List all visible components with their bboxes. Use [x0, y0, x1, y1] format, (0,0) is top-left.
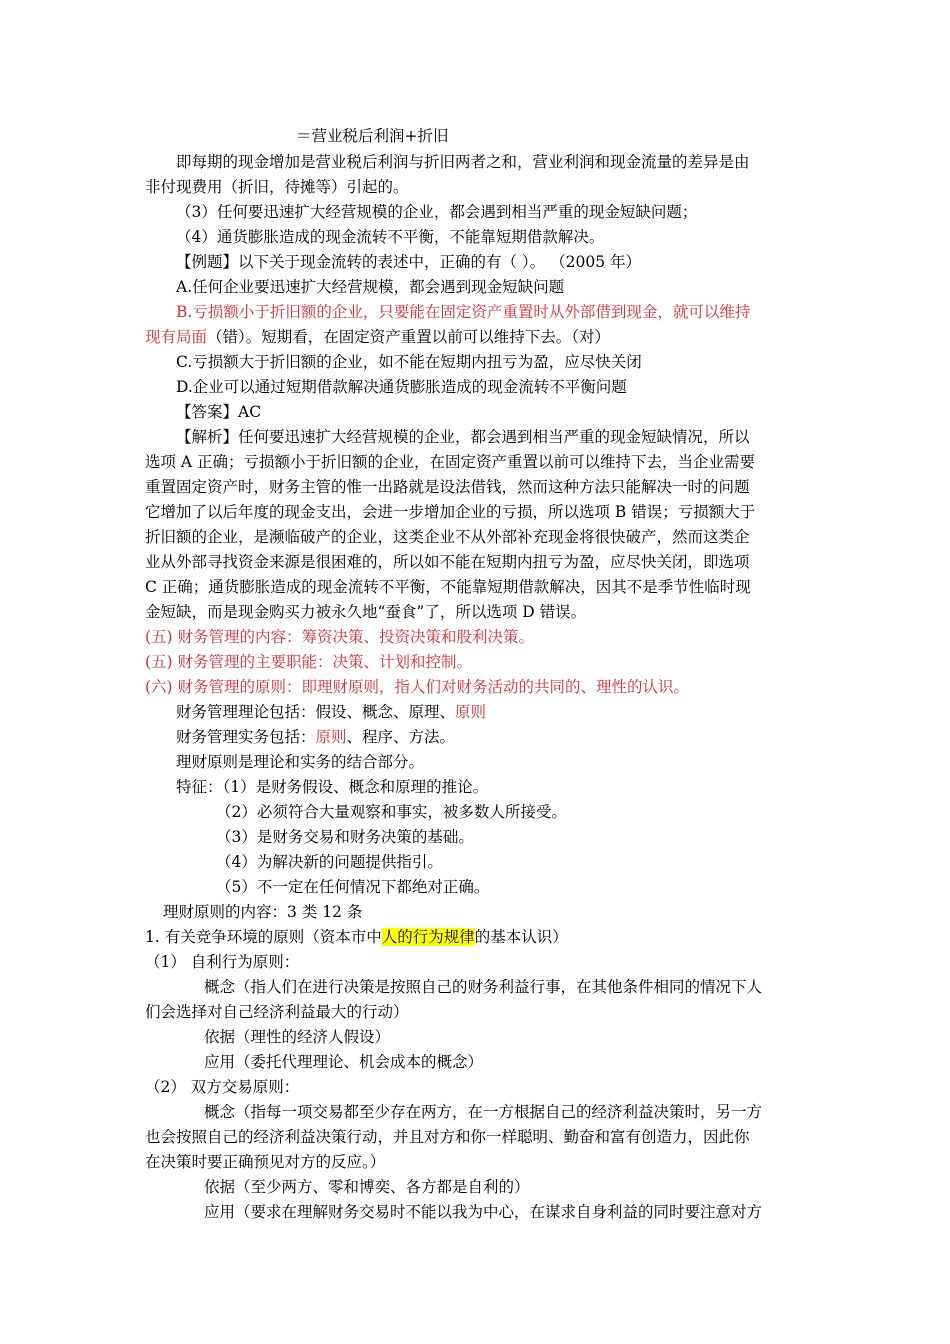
paragraph-line: 在决策时要正确预见对方的反应。）: [145, 1153, 386, 1171]
competition-principles-heading: [145, 925, 568, 949]
section-heading: (六) 财务管理的原则：即理财原则，指人们对财务活动的共同的、理性的认识。: [145, 678, 690, 696]
analysis-line: 重置固定资产时，财务主管的惟一出路就是设法借钱，然而这种方法只能解决一时的问题: [145, 478, 750, 496]
analysis-line: 【解析】任何要迅速扩大经营规模的企业，都会遇到相当严重的现金短缺情况，所以: [176, 428, 750, 446]
paragraph-line: 依据（至少两方、零和博奕、各方都是自利的）: [204, 1178, 530, 1196]
list-item: （3）任何要迅速扩大经营规模的企业，都会遇到相当严重的现金短缺问题；: [176, 203, 698, 221]
theory-red-text: 原则: [455, 703, 487, 721]
feature-line: 特征：（1）是财务假设、概念和原理的推论。: [176, 778, 489, 796]
formula-line: ＝营业税后利润+折旧: [296, 127, 449, 145]
analysis-line: C 正确；通货膨胀造成的现金流转不平衡，不能靠短期借款解决，因其不是季节性临时现: [145, 578, 751, 596]
example-heading: 【例题】以下关于现金流转的表述中，正确的有（ ）。 （2005 年）: [176, 253, 641, 271]
analysis-line: 金短缺，而是现金购买力被永久地“蚕食”了，所以选项 D 错误。: [145, 603, 587, 621]
highlighted-text: 人的行为规律: [381, 928, 475, 946]
subsection-heading: （1） 自利行为原则：: [145, 953, 300, 971]
feature-line: （3）是财务交易和财务决策的基础。: [216, 828, 474, 846]
analysis-line: 折旧额的企业，是濒临破产的企业，这类企业不从外部补充现金将很快破产，然而这类企: [145, 528, 750, 546]
analysis-line: 选项 A 正确；亏损额小于折旧额的企业，在固定资产重置以前可以维持下去，当企业需要: [145, 453, 756, 471]
paragraph-line: 应用（委托代理理论、机会成本的概念）: [204, 1053, 484, 1071]
option-d: D.企业可以通过短期借款解决通货膨胀造成的现金流转不平衡问题: [176, 378, 627, 396]
section-heading: (五) 财务管理的主要职能：决策、计划和控制。: [145, 653, 473, 671]
feature-line: （2）必须符合大量观察和事实，被多数人所接受。: [216, 803, 567, 821]
practice-text: 财务管理实务包括：: [176, 728, 316, 746]
paragraph-line: 理财原则是理论和实务的结合部分。: [176, 753, 425, 771]
option-c: C.亏损额大于折旧额的企业，如不能在短期内扭亏为盈，应尽快关闭: [176, 353, 642, 371]
answer-line: 【答案】AC: [176, 403, 262, 421]
subsection-heading: （2） 双方交易原则：: [145, 1078, 300, 1096]
practice-red-text: 原则: [315, 728, 347, 746]
principles-count-line: 理财原则的内容：3 类 12 条: [163, 903, 363, 921]
paragraph-line: 也会按照自己的经济利益决策行动，并且对方和你一样聪明、勤奋和富有创造力，因此你: [145, 1128, 750, 1146]
option-b-continuation: [145, 325, 610, 349]
theory-text: 财务管理理论包括：假设、概念、原理、: [176, 703, 456, 721]
feature-line: （4）为解决新的问题提供指引。: [216, 853, 443, 871]
option-b: B.亏损额小于折旧额的企业，只要能在固定资产重置时从外部借到现金，就可以维持: [176, 303, 751, 321]
paragraph-line: 概念（指每一项交易都至少存在两方，在一方根据自己的经济利益决策时，另一方: [204, 1103, 763, 1121]
theory-line: [176, 700, 486, 724]
practice-line: [176, 725, 455, 749]
feature-line: （5）不一定在任何情况下都绝对正确。: [216, 878, 490, 896]
option-b-note: （错）。短期看，在固定资产重置以前可以维持下去。（对）: [207, 328, 611, 346]
paragraph-line: 依据（理性的经济人假设）: [204, 1028, 391, 1046]
practice-suffix: 、程序、方法。: [346, 728, 456, 746]
paragraph-line: 概念（指人们在进行决策是按照自己的财务利益行事，在其他条件相同的情况下人: [204, 978, 763, 996]
analysis-line: 它增加了以后年度的现金支出，会进一步增加企业的亏损，所以选项 B 错误；亏损额大于: [145, 503, 756, 521]
env-suffix: 的基本认识）: [474, 928, 568, 946]
list-item: （4）通货膨胀造成的现金流转不平衡，不能靠短期借款解决。: [176, 228, 605, 246]
option-a: A.任何企业要迅速扩大经营规模，都会遇到现金短缺问题: [176, 278, 565, 296]
paragraph-line: 即每期的现金增加是营业税后利润与折旧两者之和，营业利润和现金流量的差异是由: [176, 153, 750, 171]
option-b-red-text: 现有局面: [145, 328, 208, 346]
paragraph-line: 应用（要求在理解财务交易时不能以我为中心，在谋求自身利益的同时要注意对方: [204, 1203, 763, 1221]
analysis-line: 业从外部寻找资金来源是很困难的，所以如不能在短期内扭亏为盈，应尽快关闭，即选项: [145, 553, 750, 571]
paragraph-line: 非付现费用（折旧，待摊等）引起的。: [145, 178, 409, 196]
section-heading: (五) 财务管理的内容：筹资决策、投资决策和股利决策。: [145, 628, 535, 646]
paragraph-line: 们会选择对自己经济利益最大的行动）: [145, 1003, 409, 1021]
env-prefix: 1. 有关竞争环境的原则（资本市中: [145, 928, 382, 946]
